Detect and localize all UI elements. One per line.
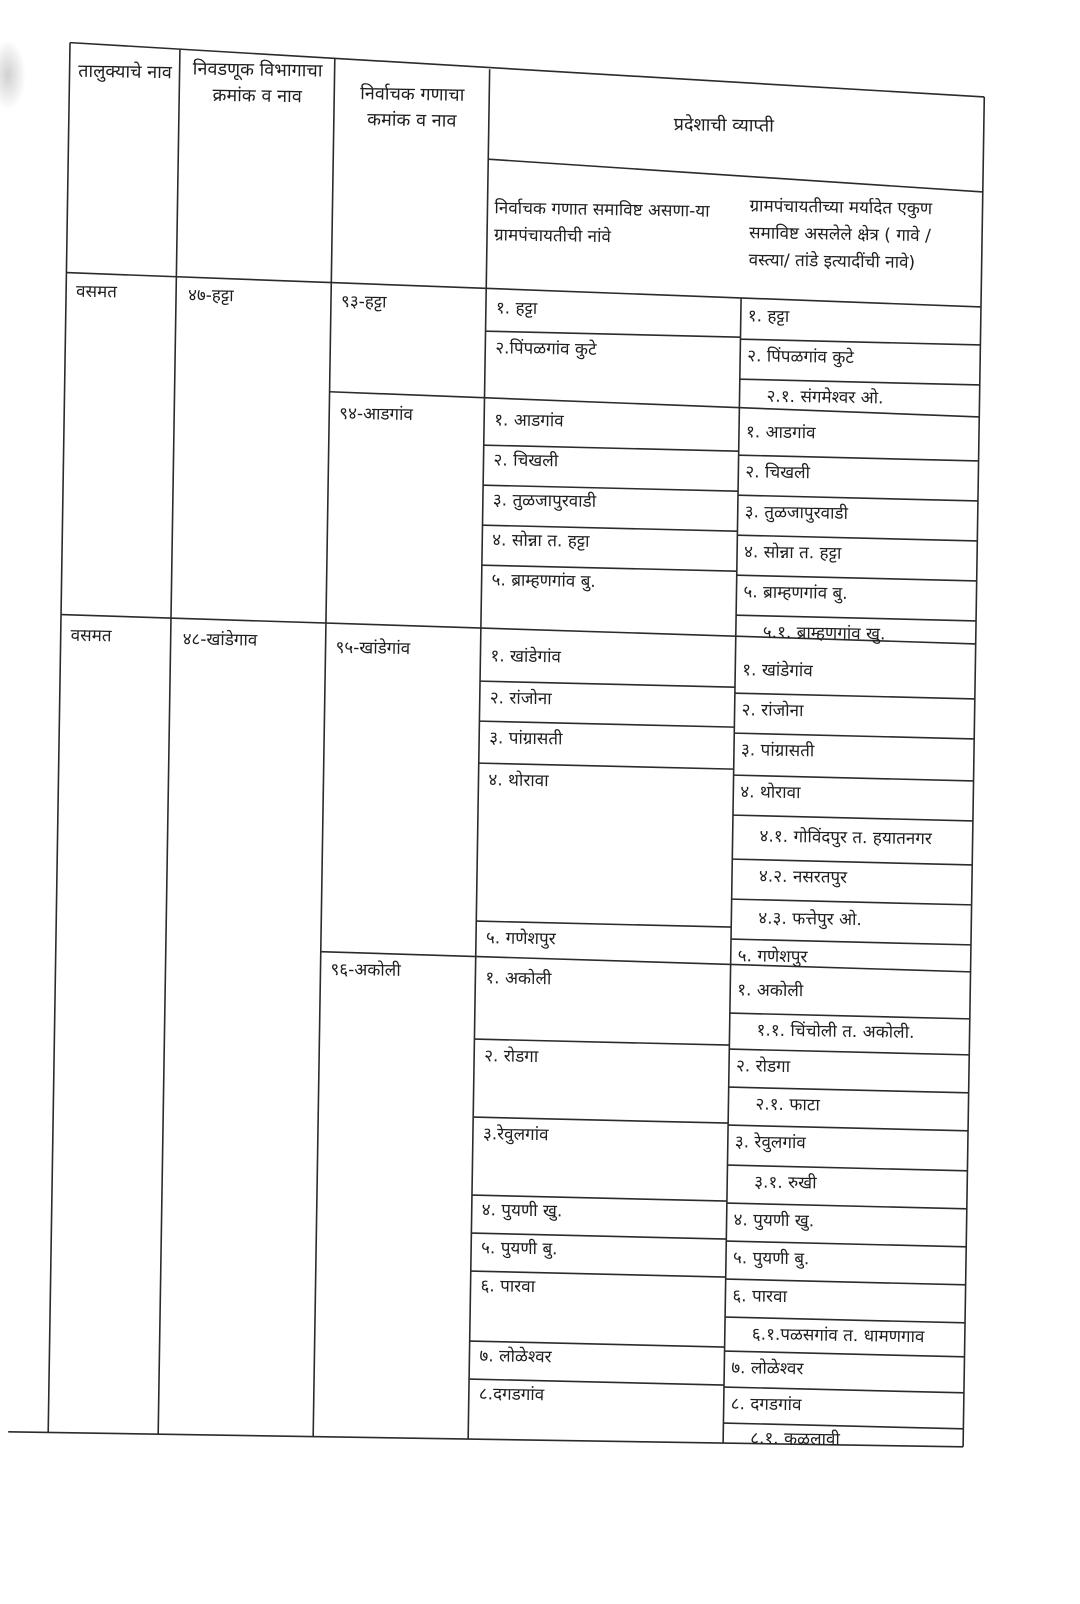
gp-item: ८.दगडगांव	[478, 1384, 545, 1406]
area-row-line	[732, 899, 972, 905]
area-row-line	[730, 1013, 970, 1019]
gp-row-line	[474, 1039, 729, 1045]
area-row-line	[728, 1125, 968, 1131]
gp-item: ३.रेवुलगांव	[482, 1124, 549, 1146]
header-taluka: तालुक्याचे नाव	[78, 60, 173, 84]
gp-row-line	[483, 485, 738, 491]
area-item: २. चिखली	[745, 462, 811, 484]
gp-row-line	[470, 1341, 725, 1347]
area-row-line	[727, 1203, 967, 1209]
area-row-line	[726, 1279, 966, 1285]
area-row-line	[739, 455, 979, 461]
gp-row-line	[480, 681, 735, 687]
gp-item: २. रोडगा	[483, 1046, 539, 1068]
area-item: ८. दगडगांव	[730, 1394, 802, 1416]
gp-row-line	[482, 525, 737, 531]
area-row-line	[737, 535, 977, 541]
area-item: ५. गणेशपुर	[737, 946, 808, 968]
gp-item: १. खांडेगांव	[490, 646, 562, 668]
division-1: ४७-हट्टा	[187, 285, 234, 307]
area-item: ४.३. फत्तेपुर ओ.	[758, 908, 863, 931]
gp-row-line	[479, 721, 734, 727]
area-item: ३. पांग्रासती	[740, 740, 815, 762]
area-item: ५. ब्राम्हणगांव बु.	[743, 582, 848, 604]
gp-item: २. रांजोना	[489, 688, 552, 710]
division-2: ४८-खांडेगाव	[182, 629, 258, 651]
area-item: ६. पारवा	[732, 1286, 788, 1308]
gp-row-line	[484, 445, 739, 451]
gp-item: ५. ब्राम्हणगांव बु.	[491, 570, 596, 592]
gp-item: १. अकोली	[485, 968, 552, 990]
taluka-2: वसमत	[70, 625, 112, 647]
area-item: २.१. संगमेश्वर ओ.	[766, 386, 884, 409]
gp-item: २.पिंपळगांव कुटे	[495, 338, 597, 360]
area-row-line	[733, 815, 973, 821]
gp-item: ७. लोळेश्वर	[479, 1346, 552, 1368]
area-item: ७. लोळेश्वर	[731, 1358, 804, 1380]
area-item: २. रांजोना	[741, 700, 804, 722]
area-item: २. पिंपळगांव कुटे	[747, 346, 855, 368]
area-item: ६.१.पळसगांव त. धामणगाव	[751, 1324, 925, 1348]
header-gp-names: निर्वाचक गणात समाविष्ट असणा-या ग्रामपंचायतीची नांवे	[493, 198, 710, 248]
area-item: ३. रेवुलगांव	[734, 1132, 806, 1154]
header-area: ग्रामपंचायतीच्या मर्यादेत एकुण समाविष्ट असलेले क्षेत्र ( गावे / वस्त्या/ तांडे इत्यादींची नावे)	[748, 196, 933, 273]
gp-row-line	[469, 1379, 724, 1385]
area-row-line	[729, 1087, 969, 1093]
taluka-1: वसमत	[75, 281, 118, 303]
gp-item: ३. तुळजापुरवाडी	[492, 490, 597, 512]
area-row-line	[740, 339, 980, 345]
area-row-line	[724, 1387, 964, 1393]
header-division: निवडणूक विभागाचा क्रमांक व नाव	[192, 58, 323, 108]
gp-item: १. हट्टा	[495, 298, 538, 319]
area-item: १. आडगांव	[745, 422, 816, 444]
header-extent: प्रदेशाची व्याप्ती	[673, 114, 775, 137]
area-item: १. खांडेगांव	[742, 660, 813, 682]
gp-item: ४. सोन्ना त. हट्टा	[492, 530, 590, 552]
area-item: ४. थोरावा	[740, 782, 801, 804]
gp-row-line	[479, 763, 734, 769]
area-item: २.१. फाटा	[755, 1094, 820, 1116]
area-row-line	[723, 1423, 963, 1429]
constituency-3: ९५-खांडेगांव	[335, 637, 411, 660]
constituency-2: ९४-आडगांव	[339, 403, 414, 426]
area-row-line	[736, 615, 976, 621]
constituency-4: ९६-अकोली	[330, 959, 401, 981]
area-item: ३. तुळजापुरवाडी	[744, 502, 849, 524]
constituency-1: ९३-हट्टा	[340, 291, 387, 313]
area-row-line	[740, 379, 980, 385]
gp-row-line	[476, 921, 731, 927]
area-row-line	[735, 693, 975, 699]
area-row-line	[725, 1351, 965, 1357]
area-item: १. हट्टा	[747, 306, 790, 327]
area-item: ३.१. रुखी	[754, 1172, 817, 1194]
area-item: ८.१. कळलावी	[750, 1428, 840, 1450]
gp-row-line	[471, 1271, 726, 1277]
area-row-line	[732, 859, 972, 865]
area-item: ४.१. गोविंदपुर त. हयातनगर	[759, 826, 932, 850]
gp-row-line	[486, 331, 741, 337]
gp-item: ४. पुयणी खु.	[481, 1200, 563, 1222]
area-row-line	[734, 733, 974, 739]
gp-row-line	[472, 1195, 727, 1201]
area-row-line	[738, 495, 978, 501]
area-item: १. अकोली	[737, 980, 804, 1002]
area-item: ४. पुयणी खु.	[733, 1210, 815, 1232]
area-row-line	[737, 575, 977, 581]
area-item: २. रोडगा	[735, 1056, 791, 1078]
gp-item: १. आडगांव	[493, 410, 564, 432]
area-item: ४.२. नसरतपुर	[758, 866, 848, 888]
area-item: ५.१. ब्राम्हणगांव खु.	[762, 622, 886, 645]
gp-item: ३. पांग्रासती	[488, 728, 563, 750]
gp-item: ५. गणेशपुर	[485, 928, 556, 950]
gp-row-line	[482, 565, 737, 571]
area-row-line	[729, 1049, 969, 1055]
area-row-line	[726, 1241, 966, 1247]
area-item: १.१. चिंचोली त. अकोली.	[756, 1020, 915, 1044]
area-item: ४. सोन्ना त. हट्टा	[743, 542, 842, 564]
area-row-line	[727, 1165, 967, 1171]
area-row-line	[725, 1317, 965, 1323]
gp-item: ४. थोरावा	[488, 770, 549, 792]
gp-row-line	[471, 1233, 726, 1239]
gp-item: २. चिखली	[493, 450, 559, 472]
header-constituency: निर्वाचक गणाचा कमांक व नाव	[359, 83, 465, 132]
gp-row-line	[473, 1117, 728, 1123]
gp-item: ५. पुयणी बु.	[480, 1238, 558, 1260]
gp-item: ६. पारवा	[480, 1276, 536, 1298]
area-row-line	[734, 775, 974, 781]
area-item: ५. पुयणी बु.	[732, 1248, 810, 1270]
area-row-line	[731, 939, 971, 945]
